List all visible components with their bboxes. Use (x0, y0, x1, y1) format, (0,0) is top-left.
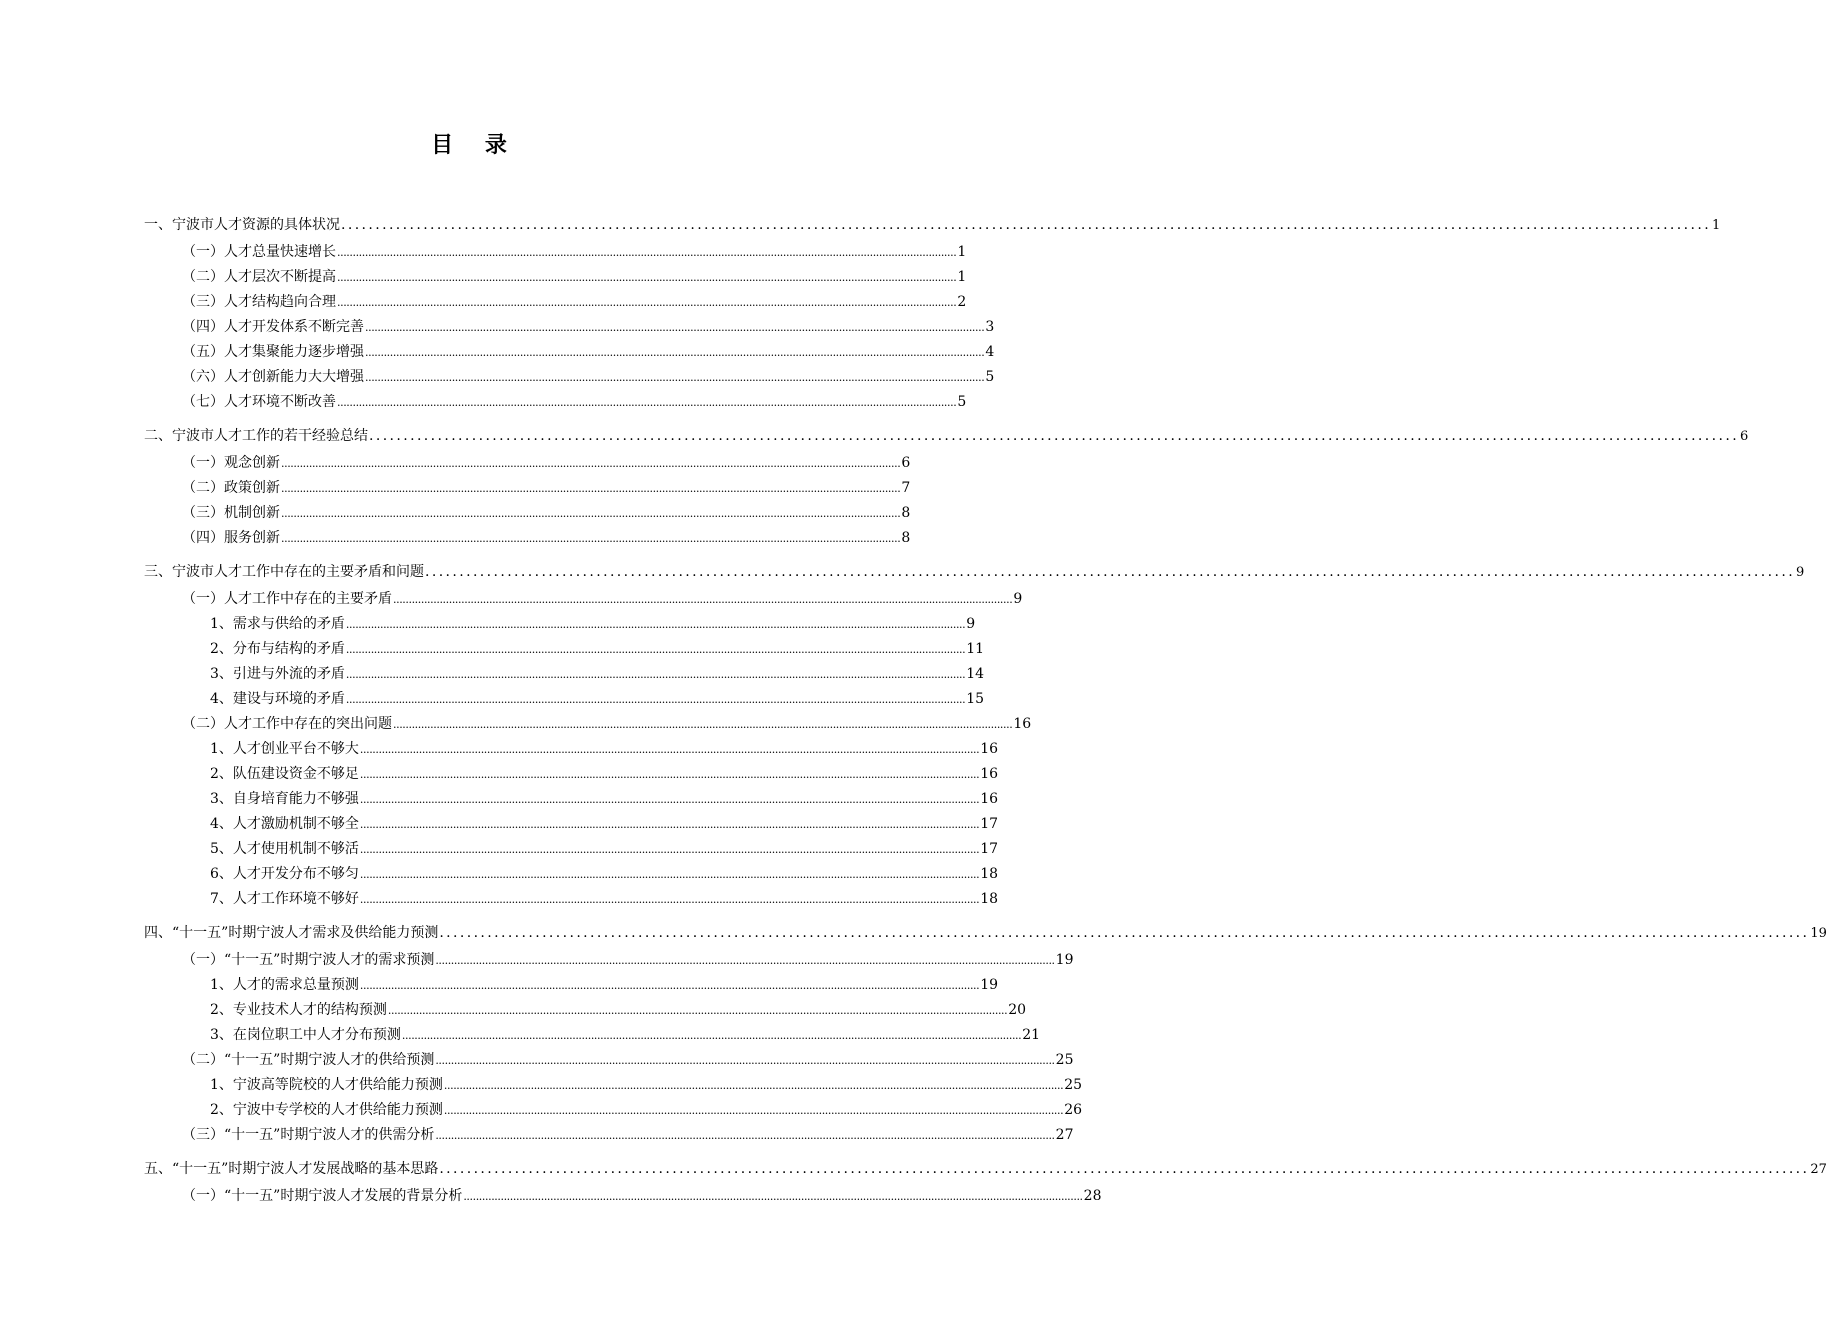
toc-entry-label: 3、引进与外流的矛盾 (210, 666, 345, 682)
toc-leader-dots: ........................................................................................................................................................................................................ (281, 532, 901, 545)
toc-entry[interactable] (144, 640, 985, 665)
toc-entry[interactable] (144, 1051, 1074, 1076)
toc-leader-dots: ........................................................................................................................................................................................................ (359, 979, 980, 992)
toc-entry-page: 6 (901, 455, 911, 471)
toc-entry[interactable] (144, 454, 911, 479)
toc-leader-dots: ........................................................................................................................................................................................................ (345, 693, 966, 706)
toc-entry[interactable] (144, 590, 1023, 615)
toc-entry-page: 16 (980, 766, 999, 782)
toc-entry[interactable] (144, 216, 1721, 235)
toc-leader-dots: ........................................................................................................................................................................................................ (365, 321, 985, 334)
toc-leader-dots: ........................................................................................................................................................................................................ (345, 618, 966, 631)
toc-entry-page: 25 (1064, 1077, 1083, 1093)
toc-entry-label: 1、人才创业平台不够大 (210, 741, 359, 757)
toc-entry-label: （七）人才环境不断改善 (182, 394, 336, 410)
toc-entry-page: 5 (957, 394, 967, 410)
toc-entry-page: 17 (980, 841, 999, 857)
toc-entry-page: 19 (1810, 926, 1827, 941)
toc-entry-page: 9 (1796, 565, 1805, 580)
toc-entry-label: （四）服务创新 (182, 530, 280, 546)
toc-entry-label: 3、自身培育能力不够强 (210, 791, 359, 807)
toc-entry[interactable] (144, 368, 995, 393)
toc-entry-label: （三）人才结构趋向合理 (182, 294, 336, 310)
toc-leader-dots: ........................................................................................................................................................................................................ (369, 428, 1740, 444)
toc-entry-label: 二、宁波市人才工作的若干经验总结 (144, 428, 368, 444)
toc-entry[interactable] (144, 504, 911, 529)
toc-entry-page: 21 (1022, 1027, 1041, 1043)
toc-entry-label: 5、人才使用机制不够活 (210, 841, 359, 857)
toc-entry[interactable] (144, 815, 999, 840)
toc-entry-label: 2、分布与结构的矛盾 (210, 641, 345, 657)
toc-entry-page: 25 (1055, 1052, 1074, 1068)
toc-entry-page: 20 (1008, 1002, 1027, 1018)
toc-entry-page: 18 (980, 866, 999, 882)
toc-entry-page: 2 (957, 294, 967, 310)
toc-leader-dots: ........................................................................................................................................................................................................ (359, 868, 980, 881)
toc-entry-label: 4、人才激励机制不够全 (210, 816, 359, 832)
toc-leader-dots: ........................................................................................................................................................................................................ (337, 271, 957, 284)
toc-entry[interactable] (144, 976, 999, 1001)
toc-entry[interactable] (144, 865, 999, 890)
toc-leader-dots: ........................................................................................................................................................................................................ (281, 482, 901, 495)
toc-entry[interactable] (144, 951, 1074, 976)
toc-entry[interactable] (144, 690, 985, 715)
toc-entry[interactable] (144, 529, 911, 554)
toc-entry-label: 五、“十一五”时期宁波人才发展战略的基本思路 (144, 1161, 439, 1177)
toc-entry-label: （二）“十一五”时期宁波人才的供给预测 (182, 1052, 435, 1068)
toc-entry-label: （三）机制创新 (182, 505, 280, 521)
toc-leader-dots: ........................................................................................................................................................................................................ (345, 668, 966, 681)
toc-entry[interactable] (144, 1076, 1083, 1101)
toc-leader-dots: ........................................................................................................................................................................................................ (443, 1104, 1064, 1117)
toc-entry-label: 4、建设与环境的矛盾 (210, 691, 345, 707)
toc-entry[interactable] (144, 1101, 1083, 1126)
toc-entry[interactable] (144, 427, 1749, 446)
toc-entry-page: 1 (1712, 218, 1721, 233)
toc-entry[interactable] (144, 840, 999, 865)
toc-entry[interactable] (144, 890, 999, 915)
toc-leader-dots: ........................................................................................................................................................................................................ (439, 925, 1810, 941)
toc-leader-dots: ........................................................................................................................................................................................................ (365, 371, 985, 384)
toc-entry-label: （一）观念创新 (182, 455, 280, 471)
toc-entry-page: 14 (966, 666, 985, 682)
toc-entry[interactable] (144, 665, 985, 690)
toc-entry[interactable] (144, 243, 967, 268)
toc-leader-dots: ........................................................................................................................................................................................................ (387, 1004, 1008, 1017)
toc-entry-label: 3、在岗位职工中人才分布预测 (210, 1027, 401, 1043)
toc-entry-label: （一）人才总量快速增长 (182, 244, 336, 260)
toc-leader-dots: ........................................................................................................................................................................................................ (359, 768, 980, 781)
toc-entry-page: 19 (1055, 952, 1074, 968)
toc-entry-page: 7 (901, 480, 911, 496)
toc-leader-dots: ........................................................................................................................................................................................................ (439, 1161, 1810, 1177)
toc-entry-page: 6 (1740, 429, 1749, 444)
toc-entry-label: （三）“十一五”时期宁波人才的供需分析 (182, 1127, 435, 1143)
toc-leader-dots: ........................................................................................................................................................................................................ (337, 296, 957, 309)
toc-entry-page: 16 (980, 741, 999, 757)
toc-leader-dots: ........................................................................................................................................................................................................ (359, 743, 980, 756)
toc-entry[interactable] (144, 615, 976, 640)
toc-entry-label: 7、人才工作环境不够好 (210, 891, 359, 907)
toc-leader-dots: ........................................................................................................................................................................................................ (443, 1079, 1064, 1092)
toc-entry-page: 28 (1083, 1188, 1102, 1204)
toc-entry[interactable] (144, 1001, 1027, 1026)
toc-entry[interactable] (144, 479, 911, 504)
toc-entry-page: 26 (1064, 1102, 1083, 1118)
toc-entry-label: 1、需求与供给的矛盾 (210, 616, 345, 632)
toc-entry-label: （一）“十一五”时期宁波人才发展的背景分析 (182, 1188, 463, 1204)
toc-entry-label: 2、队伍建设资金不够足 (210, 766, 359, 782)
toc-entry-label: （一）人才工作中存在的主要矛盾 (182, 591, 392, 607)
toc-entry[interactable] (144, 740, 999, 765)
toc-entry-label: 1、人才的需求总量预测 (210, 977, 359, 993)
table-of-contents (144, 216, 1827, 1212)
toc-entry[interactable] (144, 715, 1032, 740)
toc-entry[interactable] (144, 1187, 1102, 1212)
toc-entry-label: （二）人才工作中存在的突出问题 (182, 716, 392, 732)
toc-entry-page: 11 (966, 641, 985, 657)
toc-entry-page: 19 (980, 977, 999, 993)
toc-entry-label: （二）政策创新 (182, 480, 280, 496)
toc-leader-dots: ........................................................................................................................................................................................................ (359, 843, 980, 856)
toc-leader-dots: ........................................................................................................................................................................................................ (341, 217, 1712, 233)
toc-entry[interactable] (144, 293, 967, 318)
toc-entry[interactable] (144, 1160, 1827, 1179)
toc-entry-label: 一、宁波市人才资源的具体状况 (144, 217, 340, 233)
toc-entry-label: （五）人才集聚能力逐步增强 (182, 344, 364, 360)
toc-entry[interactable] (144, 765, 999, 790)
toc-entry-label: 6、人才开发分布不够匀 (210, 866, 359, 882)
toc-leader-dots: ........................................................................................................................................................................................................ (359, 893, 980, 906)
toc-entry[interactable] (144, 1026, 1041, 1051)
toc-entry-label: 2、专业技术人才的结构预测 (210, 1002, 387, 1018)
toc-entry[interactable] (144, 268, 967, 293)
toc-leader-dots: ........................................................................................................................................................................................................ (435, 1054, 1055, 1067)
toc-entry-page: 8 (901, 530, 911, 546)
toc-entry[interactable] (144, 1126, 1074, 1151)
toc-entry-page: 18 (980, 891, 999, 907)
toc-entry-page: 16 (1013, 716, 1032, 732)
toc-entry-label: （一）“十一五”时期宁波人才的需求预测 (182, 952, 435, 968)
toc-leader-dots: ........................................................................................................................................................................................................ (425, 564, 1796, 580)
toc-entry-label: 1、宁波高等院校的人才供给能力预测 (210, 1077, 443, 1093)
toc-entry[interactable] (144, 563, 1805, 582)
toc-entry-page: 9 (966, 616, 976, 632)
toc-entry[interactable] (144, 924, 1827, 943)
toc-entry-label: （四）人才开发体系不断完善 (182, 319, 364, 335)
toc-leader-dots: ........................................................................................................................................................................................................ (401, 1029, 1022, 1042)
toc-entry-page: 27 (1810, 1162, 1827, 1177)
toc-leader-dots: ........................................................................................................................................................................................................ (365, 346, 985, 359)
toc-entry[interactable] (144, 393, 967, 418)
toc-leader-dots: ........................................................................................................................................................................................................ (337, 396, 957, 409)
toc-leader-dots: ........................................................................................................................................................................................................ (435, 1129, 1055, 1142)
toc-entry-page: 17 (980, 816, 999, 832)
toc-entry-label: 三、宁波市人才工作中存在的主要矛盾和问题 (144, 564, 424, 580)
toc-entry-page: 1 (957, 269, 967, 285)
toc-entry-page: 9 (1013, 591, 1023, 607)
toc-entry[interactable] (144, 343, 995, 368)
toc-leader-dots: ........................................................................................................................................................................................................ (359, 818, 980, 831)
toc-leader-dots: ........................................................................................................................................................................................................ (463, 1190, 1083, 1203)
toc-entry-label: 四、“十一五”时期宁波人才需求及供给能力预测 (144, 925, 439, 941)
toc-leader-dots: ........................................................................................................................................................................................................ (393, 593, 1013, 606)
toc-entry-page: 27 (1055, 1127, 1074, 1143)
toc-entry[interactable] (144, 790, 999, 815)
toc-entry-label: （六）人才创新能力大大增强 (182, 369, 364, 385)
toc-entry-label: （二）人才层次不断提高 (182, 269, 336, 285)
toc-entry[interactable] (144, 318, 995, 343)
toc-entry-page: 15 (966, 691, 985, 707)
toc-entry-page: 1 (957, 244, 967, 260)
page-title: 目 录 (431, 133, 519, 158)
toc-leader-dots: ........................................................................................................................................................................................................ (393, 718, 1013, 731)
toc-leader-dots: ........................................................................................................................................................................................................ (359, 793, 980, 806)
toc-entry-page: 16 (980, 791, 999, 807)
toc-leader-dots: ........................................................................................................................................................................................................ (281, 457, 901, 470)
toc-leader-dots: ........................................................................................................................................................................................................ (345, 643, 966, 656)
toc-entry-page: 3 (985, 319, 995, 335)
toc-leader-dots: ........................................................................................................................................................................................................ (281, 507, 901, 520)
toc-entry-page: 8 (901, 505, 911, 521)
toc-entry-page: 4 (985, 344, 995, 360)
toc-entry-label: 2、宁波中专学校的人才供给能力预测 (210, 1102, 443, 1118)
toc-entry-page: 5 (985, 369, 995, 385)
toc-leader-dots: ........................................................................................................................................................................................................ (337, 246, 957, 259)
toc-leader-dots: ........................................................................................................................................................................................................ (435, 954, 1055, 967)
